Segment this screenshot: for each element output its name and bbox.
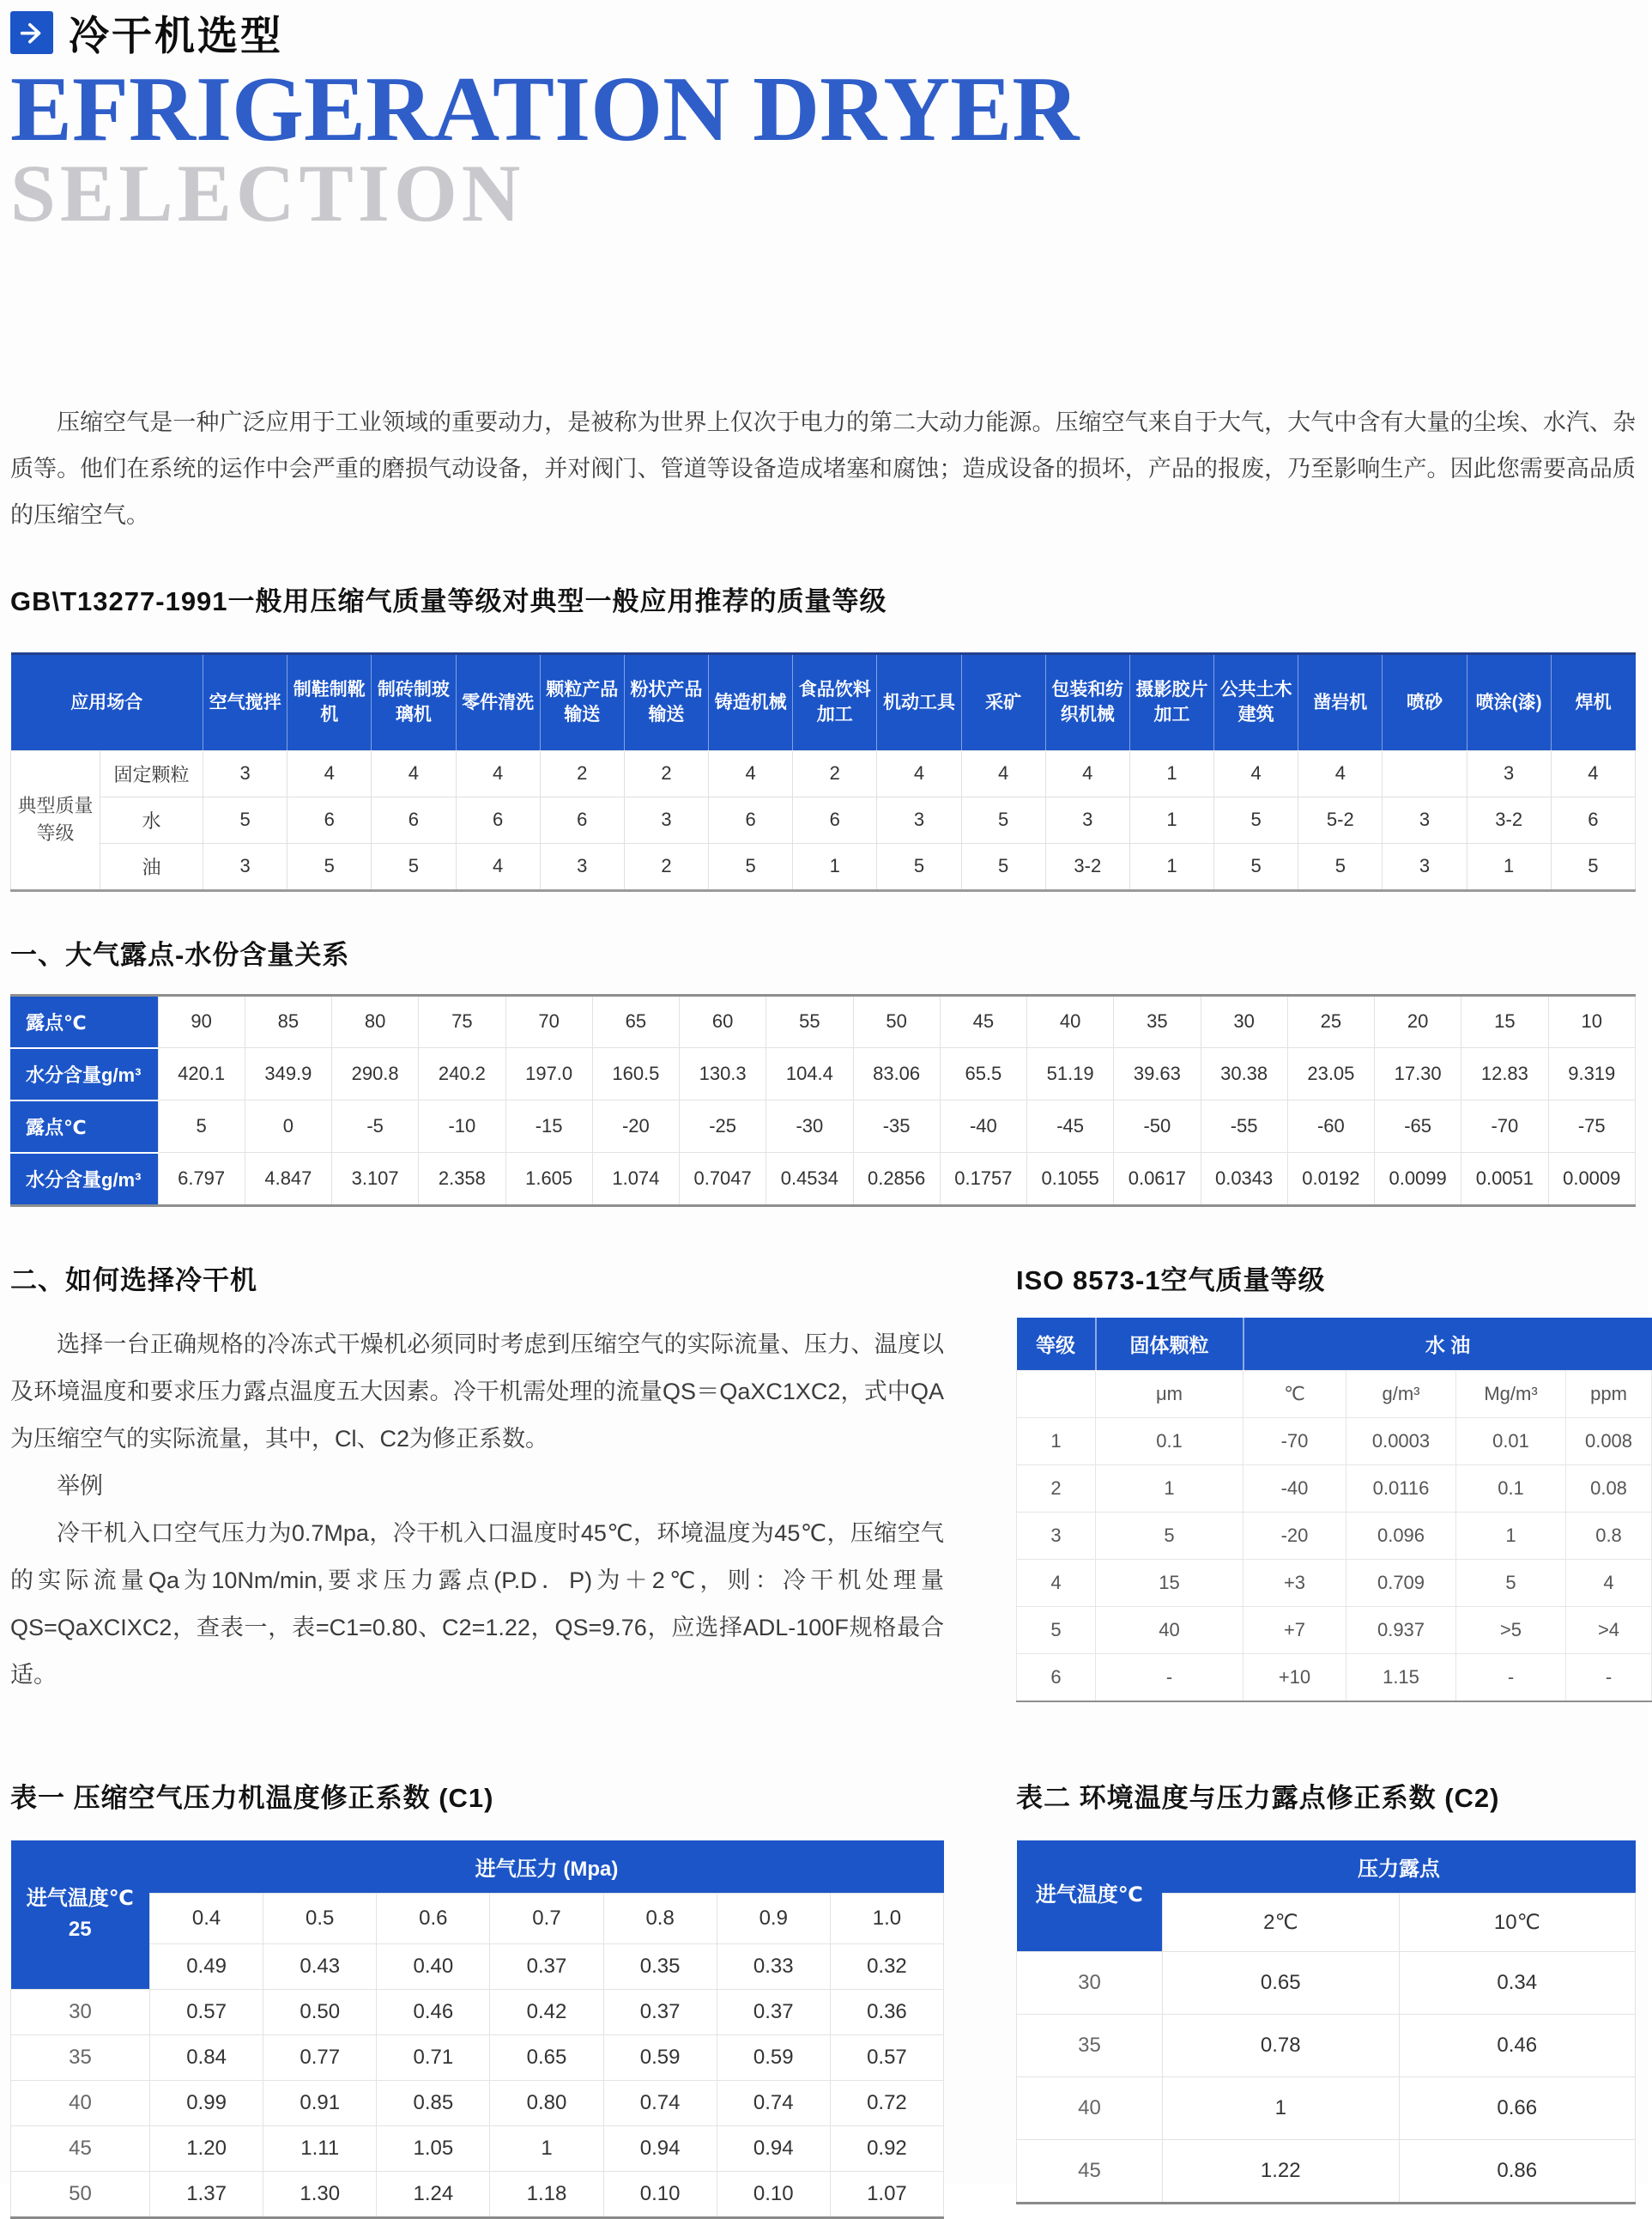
gb-application-header: 空气搅拌 bbox=[203, 653, 287, 750]
dew-value-cell: 0.4534 bbox=[766, 1153, 853, 1206]
dew-value-cell: 0.0099 bbox=[1375, 1153, 1461, 1206]
iso-value-cell: 0.01 bbox=[1456, 1417, 1566, 1464]
c1-factor-cell: 1.20 bbox=[150, 2125, 263, 2171]
c1-factor-cell: 0.80 bbox=[490, 2080, 603, 2125]
c2-correction-table bbox=[1016, 1840, 1636, 2204]
intro-paragraph: 压缩空气是一种广泛应用于工业领域的重要动力，是被称为世界上仅次于电力的第二大动力能源。压缩空气来自于大气，大气中含有大量的尘埃、水汽、杂质等。他们在系统的运作中会严重的磨损气动设备，并对阀门、管道等设备造成堵塞和腐蚀；造成设备的损坏，产品的报废，乃至影响生产。因此您需要高品质的压缩空气。 bbox=[10, 409, 1636, 528]
iso-value-cell: 1.15 bbox=[1346, 1653, 1456, 1701]
gb-row-label: 油 bbox=[100, 843, 203, 890]
iso-column bbox=[961, 1258, 1652, 1702]
iso-value-cell: 0.1 bbox=[1456, 1464, 1566, 1512]
gb-grade-cell: 4 bbox=[287, 750, 372, 797]
iso-value-cell: 40 bbox=[1096, 1606, 1244, 1653]
c1-factor-cell: 0.32 bbox=[830, 1943, 943, 1989]
gb-grade-cell: 5 bbox=[1214, 797, 1298, 843]
c1-factor-cell: 1.05 bbox=[377, 2125, 490, 2171]
selection-section-title: 二、如何选择冷干机 bbox=[10, 1264, 257, 1295]
gb-grade-cell: 4 bbox=[961, 750, 1045, 797]
c1-pressure-cell: 0.9 bbox=[717, 1893, 830, 1943]
dew-value-cell: -10 bbox=[419, 1100, 505, 1153]
dew-row-label: 露点℃ bbox=[10, 995, 158, 1048]
dew-value-cell: 80 bbox=[332, 995, 419, 1048]
gb-grade-cell: 3 bbox=[540, 843, 624, 890]
iso-value-cell: +3 bbox=[1244, 1559, 1346, 1606]
dew-value-cell: -55 bbox=[1201, 1100, 1287, 1153]
iso-value-cell: 0.937 bbox=[1346, 1606, 1456, 1653]
dew-value-cell: 0.1757 bbox=[940, 1153, 1026, 1206]
dew-value-cell: 4.847 bbox=[245, 1153, 331, 1206]
iso-value-cell: >5 bbox=[1456, 1606, 1566, 1653]
c1-factor-cell: 0.85 bbox=[377, 2080, 490, 2125]
dew-value-cell: 0.0617 bbox=[1114, 1153, 1201, 1206]
c2-temp-label: 45 bbox=[1017, 2139, 1163, 2203]
dew-row-label: 露点℃ bbox=[10, 1100, 158, 1153]
dew-value-cell: 0.0192 bbox=[1287, 1153, 1374, 1206]
c2-temp-label: 35 bbox=[1017, 2014, 1163, 2077]
c1-factor-cell: 0.37 bbox=[603, 1989, 717, 2034]
c1-temp-label: 30 bbox=[11, 1989, 150, 2034]
c1-factor-cell: 0.59 bbox=[717, 2034, 830, 2080]
dew-value-cell: -45 bbox=[1027, 1100, 1114, 1153]
gb-grade-cell: 6 bbox=[1551, 797, 1635, 843]
gb-application-header: 制鞋制靴机 bbox=[287, 653, 372, 750]
iso-value-cell: 0.709 bbox=[1346, 1559, 1456, 1606]
dew-value-cell: -20 bbox=[592, 1100, 679, 1153]
c1-factor-cell: 0.77 bbox=[263, 2034, 377, 2080]
c2-factor-cell: 0.78 bbox=[1163, 2014, 1400, 2077]
c1-factor-cell: 0.91 bbox=[263, 2080, 377, 2125]
gb-application-header: 摄影胶片加工 bbox=[1129, 653, 1213, 750]
gb-grade-cell: 3 bbox=[624, 797, 708, 843]
c1-inlet-temp-header bbox=[11, 1840, 150, 1990]
iso-table-title: ISO 8573-1空气质量等级 bbox=[1016, 1264, 1326, 1295]
dew-value-cell: -60 bbox=[1287, 1100, 1374, 1153]
gb-grade-cell: 1 bbox=[1129, 843, 1213, 890]
iso-value-cell: 0.1 bbox=[1096, 1417, 1244, 1464]
gb-corner-header: 应用场合 bbox=[11, 653, 203, 750]
gb-grade-cell: 3 bbox=[1383, 843, 1467, 890]
dew-value-cell: 12.83 bbox=[1461, 1048, 1548, 1100]
dew-value-cell: 70 bbox=[505, 995, 592, 1048]
gb-grade-cell: 5 bbox=[203, 797, 287, 843]
page-subtitle-english: SELECTION bbox=[10, 148, 525, 239]
dew-value-cell: 0.0343 bbox=[1201, 1153, 1287, 1206]
example-paragraph: 冷干机入口空气压力为0.7Mpa，冷干机入口温度时45℃，环境温度为45℃，压缩空气的实际流量Qa为10Nm/min,要求压力露点(P.D．P)为＋2℃，则：冷干机处理量QS=QaXCIXC2，查表一，表=C1=0.80、C2=1.22，QS=9.76，应选择ADL-100F规格最合适。 bbox=[10, 1519, 944, 1689]
iso-water-oil-header: 水 油 bbox=[1244, 1318, 1652, 1371]
iso-value-cell: 0.096 bbox=[1346, 1512, 1456, 1559]
gb-application-header: 零件清洗 bbox=[456, 653, 540, 750]
iso-unit-cell: Mg/m³ bbox=[1456, 1370, 1566, 1417]
c1-pressure-cell: 0.7 bbox=[490, 1893, 603, 1943]
gb-grade-cell: 3 bbox=[1467, 750, 1551, 797]
dew-value-cell: 5 bbox=[158, 1100, 245, 1153]
gb-application-header: 食品饮料加工 bbox=[793, 653, 877, 750]
gb-grade-cell: 3-2 bbox=[1045, 843, 1129, 890]
gb-grade-cell: 2 bbox=[540, 750, 624, 797]
gb-grade-cell: 4 bbox=[456, 843, 540, 890]
gb-application-header: 采矿 bbox=[961, 653, 1045, 750]
gb-grade-cell: 2 bbox=[793, 750, 877, 797]
dew-value-cell: 349.9 bbox=[245, 1048, 331, 1100]
gb-grade-cell: 4 bbox=[709, 750, 793, 797]
dew-value-cell: -40 bbox=[940, 1100, 1026, 1153]
dew-value-cell: 160.5 bbox=[592, 1048, 679, 1100]
dew-value-cell: 6.797 bbox=[158, 1153, 245, 1206]
iso-value-cell: 1 bbox=[1096, 1464, 1244, 1512]
gb-grade-cell: 4 bbox=[456, 750, 540, 797]
c1-factor-cell: 1.24 bbox=[377, 2171, 490, 2217]
gb-grade-cell: 3-2 bbox=[1467, 797, 1551, 843]
c2-inlet-temp-header: 进气温度℃ bbox=[1017, 1840, 1163, 1952]
gb-grade-cell: 1 bbox=[1129, 750, 1213, 797]
page-header bbox=[10, 9, 1636, 57]
iso-value-cell: 0.0003 bbox=[1346, 1417, 1456, 1464]
c1-factor-cell: 1.30 bbox=[263, 2171, 377, 2217]
gb-grade-cell: 5 bbox=[1214, 843, 1298, 890]
gb-grade-cell: 4 bbox=[1551, 750, 1635, 797]
c1-factor-cell: 0.84 bbox=[150, 2034, 263, 2080]
iso-grade-cell: 6 bbox=[1017, 1653, 1096, 1701]
c1-factor-cell: 0.99 bbox=[150, 2080, 263, 2125]
gb-grade-cell: 6 bbox=[287, 797, 372, 843]
gb-grade-cell: 1 bbox=[1129, 797, 1213, 843]
gb-grade-cell: 4 bbox=[1045, 750, 1129, 797]
gb-row-label: 固定颗粒 bbox=[100, 750, 203, 797]
dew-value-cell: 290.8 bbox=[332, 1048, 419, 1100]
c1-factor-cell: 1.18 bbox=[490, 2171, 603, 2217]
dew-value-cell: 0.1055 bbox=[1027, 1153, 1114, 1206]
dew-value-cell: 83.06 bbox=[853, 1048, 940, 1100]
gb-grade-cell: 3 bbox=[1045, 797, 1129, 843]
example-label: 举例 bbox=[57, 1472, 103, 1499]
c2-factor-cell: 1.22 bbox=[1163, 2139, 1400, 2203]
gb-quality-table bbox=[10, 652, 1636, 892]
dew-value-cell: -15 bbox=[505, 1100, 592, 1153]
c2-factor-cell: 0.86 bbox=[1399, 2139, 1636, 2203]
gb-grade-cell: 1 bbox=[793, 843, 877, 890]
page-title-english: EFRIGERATION DRYER bbox=[10, 58, 1080, 161]
gb-application-header: 喷砂 bbox=[1383, 653, 1467, 750]
dew-value-cell: 65.5 bbox=[940, 1048, 1026, 1100]
iso-value-cell: - bbox=[1096, 1653, 1244, 1701]
iso-grade-cell: 4 bbox=[1017, 1559, 1096, 1606]
iso-value-cell: +10 bbox=[1244, 1653, 1346, 1701]
iso-unit-cell: μm bbox=[1096, 1370, 1244, 1417]
c1-pressure-cell: 0.4 bbox=[150, 1893, 263, 1943]
gb-grade-cell: 6 bbox=[372, 797, 456, 843]
iso-value-cell: >4 bbox=[1566, 1606, 1652, 1653]
dew-value-cell: -70 bbox=[1461, 1100, 1548, 1153]
c2-factor-cell: 0.65 bbox=[1163, 1951, 1400, 2014]
dew-value-cell: 39.63 bbox=[1114, 1048, 1201, 1100]
gb-grade-cell: 4 bbox=[1298, 750, 1383, 797]
gb-grade-cell: 4 bbox=[1214, 750, 1298, 797]
middle-columns bbox=[10, 1258, 1636, 1702]
dew-value-cell: 15 bbox=[1461, 995, 1548, 1048]
c1-factor-cell: 0.94 bbox=[603, 2125, 717, 2171]
dew-row-label: 水分含量g/m³ bbox=[10, 1048, 158, 1100]
c2-factor-cell: 0.46 bbox=[1399, 2014, 1636, 2077]
iso-grade-header: 等级 bbox=[1017, 1318, 1096, 1371]
iso-particles-header: 固体颗粒 bbox=[1096, 1318, 1244, 1371]
iso-value-cell: -20 bbox=[1244, 1512, 1346, 1559]
iso-quality-table bbox=[1016, 1318, 1652, 1702]
gb-application-header: 焊机 bbox=[1551, 653, 1635, 750]
dew-value-cell: 104.4 bbox=[766, 1048, 853, 1100]
iso-grade-cell: 5 bbox=[1017, 1606, 1096, 1653]
dew-value-cell: 65 bbox=[592, 995, 679, 1048]
dew-value-cell: 240.2 bbox=[419, 1048, 505, 1100]
dew-value-cell: 23.05 bbox=[1287, 1048, 1374, 1100]
c1-factor-cell: 0.37 bbox=[490, 1943, 603, 1989]
dew-value-cell: -75 bbox=[1548, 1100, 1636, 1153]
iso-value-cell: 1 bbox=[1456, 1512, 1566, 1559]
dew-value-cell: 1.605 bbox=[505, 1153, 592, 1206]
c1-factor-cell: 0.46 bbox=[377, 1989, 490, 2034]
gb-application-header: 粉状产品输送 bbox=[624, 653, 708, 750]
gb-application-header: 公共土木建筑 bbox=[1214, 653, 1298, 750]
dew-value-cell: 85 bbox=[245, 995, 331, 1048]
c1-pressure-cell: 0.6 bbox=[377, 1893, 490, 1943]
dew-value-cell: -65 bbox=[1375, 1100, 1461, 1153]
dew-value-cell: 60 bbox=[680, 995, 766, 1048]
c1-temp-label: 35 bbox=[11, 2034, 150, 2080]
dew-value-cell: 20 bbox=[1375, 995, 1461, 1048]
c1-factor-cell: 1.37 bbox=[150, 2171, 263, 2217]
gb-grade-cell bbox=[1383, 750, 1467, 797]
iso-unit-cell: ppm bbox=[1566, 1370, 1652, 1417]
c2-dew-point-cell: 10℃ bbox=[1399, 1893, 1636, 1951]
c1-factor-cell: 0.43 bbox=[263, 1943, 377, 1989]
gb-grade-cell: 2 bbox=[624, 750, 708, 797]
c1-factor-cell: 0.49 bbox=[150, 1943, 263, 1989]
iso-unit-cell: g/m³ bbox=[1346, 1370, 1456, 1417]
c1-factor-cell: 1 bbox=[490, 2125, 603, 2171]
gb-application-header: 制砖制玻璃机 bbox=[372, 653, 456, 750]
c2-factor-cell: 1 bbox=[1163, 2077, 1400, 2139]
c1-factor-cell: 0.33 bbox=[717, 1943, 830, 1989]
c1-factor-cell: 0.74 bbox=[603, 2080, 717, 2125]
gb-grade-cell: 5-2 bbox=[1298, 797, 1383, 843]
gb-grade-cell: 3 bbox=[203, 843, 287, 890]
gb-grade-cell: 2 bbox=[624, 843, 708, 890]
c2-factor-cell: 0.34 bbox=[1399, 1951, 1636, 2014]
selection-paragraph: 选择一台正确规格的冷冻式干燥机必须同时考虑到压缩空气的实际流量、压力、温度以及环境温度和要求压力露点温度五大因素。冷干机需处理的流量QS＝QaXC1XC2，式中QA为压缩空气的实际流量，其中，Cl、C2为修正系数。 bbox=[10, 1331, 944, 1452]
dew-value-cell: 3.107 bbox=[332, 1153, 419, 1206]
dew-value-cell: 1.074 bbox=[592, 1153, 679, 1206]
c1-temp-label: 50 bbox=[11, 2171, 150, 2217]
dew-point-table bbox=[10, 994, 1636, 1207]
dew-value-cell: 420.1 bbox=[158, 1048, 245, 1100]
c1-factor-cell: 0.92 bbox=[830, 2125, 943, 2171]
c1-temp-label: 40 bbox=[11, 2080, 150, 2125]
gb-grade-cell: 4 bbox=[877, 750, 961, 797]
dew-value-cell: 25 bbox=[1287, 995, 1374, 1048]
gb-grade-cell: 6 bbox=[793, 797, 877, 843]
dew-value-cell: 0 bbox=[245, 1100, 331, 1153]
page-title: 冷干机选型 bbox=[69, 12, 283, 58]
c1-factor-cell: 0.57 bbox=[830, 2034, 943, 2080]
dew-value-cell: 50 bbox=[853, 995, 940, 1048]
iso-unit-cell bbox=[1017, 1370, 1096, 1417]
c1-factor-cell: 1.11 bbox=[263, 2125, 377, 2171]
iso-value-cell: 15 bbox=[1096, 1559, 1244, 1606]
c1-pressure-cell: 1.0 bbox=[830, 1893, 943, 1943]
iso-unit-cell: ℃ bbox=[1244, 1370, 1346, 1417]
gb-application-header: 喷涂(漆) bbox=[1467, 653, 1551, 750]
gb-grade-cell: 3 bbox=[1383, 797, 1467, 843]
gb-grade-cell: 6 bbox=[456, 797, 540, 843]
iso-value-cell: 4 bbox=[1566, 1559, 1652, 1606]
bottom-columns bbox=[10, 1776, 1636, 2219]
dew-value-cell: 30 bbox=[1201, 995, 1287, 1048]
iso-grade-cell: 3 bbox=[1017, 1512, 1096, 1559]
dew-value-cell: 10 bbox=[1548, 995, 1636, 1048]
c1-temp-label: 45 bbox=[11, 2125, 150, 2171]
c1-table-title: 表一 压缩空气压力机温度修正系数 (C1) bbox=[10, 1782, 494, 1813]
gb-grade-cell: 4 bbox=[372, 750, 456, 797]
c1-factor-cell: 0.35 bbox=[603, 1943, 717, 1989]
iso-value-cell: 5 bbox=[1096, 1512, 1244, 1559]
iso-value-cell: -40 bbox=[1244, 1464, 1346, 1512]
iso-grade-cell: 1 bbox=[1017, 1417, 1096, 1464]
gb-grade-cell: 3 bbox=[877, 797, 961, 843]
arrow-right-icon bbox=[10, 11, 53, 54]
dew-value-cell: 55 bbox=[766, 995, 853, 1048]
iso-value-cell: 0.008 bbox=[1566, 1417, 1652, 1464]
c1-factor-cell: 0.57 bbox=[150, 1989, 263, 2034]
selection-guide-column bbox=[10, 1258, 961, 1700]
c1-factor-cell: 0.10 bbox=[603, 2171, 717, 2217]
iso-value-cell: +7 bbox=[1244, 1606, 1346, 1653]
c1-factor-cell: 0.71 bbox=[377, 2034, 490, 2080]
dew-value-cell: 197.0 bbox=[505, 1048, 592, 1100]
gb-grade-cell: 5 bbox=[961, 843, 1045, 890]
c1-factor-cell: 0.65 bbox=[490, 2034, 603, 2080]
c1-column bbox=[10, 1776, 961, 2219]
iso-value-cell: - bbox=[1456, 1653, 1566, 1701]
iso-value-cell: 5 bbox=[1456, 1559, 1566, 1606]
iso-value-cell: 0.0116 bbox=[1346, 1464, 1456, 1512]
gb-application-header: 机动工具 bbox=[877, 653, 961, 750]
dew-value-cell: 0.2856 bbox=[853, 1153, 940, 1206]
iso-value-cell: 0.08 bbox=[1566, 1464, 1652, 1512]
dew-value-cell: 0.0051 bbox=[1461, 1153, 1548, 1206]
dew-value-cell: -50 bbox=[1114, 1100, 1201, 1153]
iso-grade-cell: 2 bbox=[1017, 1464, 1096, 1512]
c2-dew-point-header: 压力露点 bbox=[1163, 1840, 1636, 1894]
c2-table-title: 表二 环境温度与压力露点修正系数 (C2) bbox=[1016, 1782, 1500, 1813]
gb-application-header: 包装和纺织机械 bbox=[1045, 653, 1129, 750]
c1-factor-cell: 0.40 bbox=[377, 1943, 490, 1989]
dew-value-cell: 35 bbox=[1114, 995, 1201, 1048]
iso-value-cell: 0.8 bbox=[1566, 1512, 1652, 1559]
gb-grade-cell: 5 bbox=[1298, 843, 1383, 890]
c2-factor-cell: 0.66 bbox=[1399, 2077, 1636, 2139]
gb-grade-cell: 6 bbox=[709, 797, 793, 843]
c1-inlet-temp-base-value: 25 bbox=[68, 1918, 92, 1942]
dew-value-cell: 45 bbox=[940, 995, 1026, 1048]
c2-temp-label: 40 bbox=[1017, 2077, 1163, 2139]
c1-correction-table bbox=[10, 1840, 944, 2219]
c2-temp-label: 30 bbox=[1017, 1951, 1163, 2014]
dew-value-cell: 90 bbox=[158, 995, 245, 1048]
dew-value-cell: -30 bbox=[766, 1100, 853, 1153]
dew-value-cell: 75 bbox=[419, 995, 505, 1048]
gb-application-header: 铸造机械 bbox=[709, 653, 793, 750]
gb-row-label: 水 bbox=[100, 797, 203, 843]
c1-factor-cell: 0.94 bbox=[717, 2125, 830, 2171]
c2-column bbox=[961, 1776, 1636, 2204]
c1-factor-cell: 0.72 bbox=[830, 2080, 943, 2125]
dew-value-cell: 130.3 bbox=[680, 1048, 766, 1100]
c1-factor-cell: 0.37 bbox=[717, 1989, 830, 2034]
dew-value-cell: 9.319 bbox=[1548, 1048, 1636, 1100]
dew-value-cell: 0.0009 bbox=[1548, 1153, 1636, 1206]
dew-value-cell: -25 bbox=[680, 1100, 766, 1153]
dew-value-cell: 2.358 bbox=[419, 1153, 505, 1206]
c2-dew-point-cell: 2℃ bbox=[1163, 1893, 1400, 1951]
dew-value-cell: 0.7047 bbox=[680, 1153, 766, 1206]
gb-application-header: 颗粒产品输送 bbox=[540, 653, 624, 750]
c1-factor-cell: 0.42 bbox=[490, 1989, 603, 2034]
dew-value-cell: -35 bbox=[853, 1100, 940, 1153]
c1-factor-cell: 0.74 bbox=[717, 2080, 830, 2125]
dew-value-cell: 40 bbox=[1027, 995, 1114, 1048]
dew-row-label: 水分含量g/m³ bbox=[10, 1153, 158, 1206]
c1-pressure-cell: 0.5 bbox=[263, 1893, 377, 1943]
gb-row-group-label: 典型质量等级 bbox=[11, 750, 100, 890]
gb-grade-cell: 5 bbox=[287, 843, 372, 890]
gb-grade-cell: 5 bbox=[1551, 843, 1635, 890]
dew-section-title: 一、大气露点-水份含量关系 bbox=[10, 939, 350, 970]
gb-grade-cell: 6 bbox=[540, 797, 624, 843]
gb-grade-cell: 5 bbox=[372, 843, 456, 890]
dew-value-cell: 30.38 bbox=[1201, 1048, 1287, 1100]
c1-pressure-cell: 0.8 bbox=[603, 1893, 717, 1943]
c1-inlet-temp-label: 进气温度℃ bbox=[26, 1887, 134, 1911]
iso-value-cell: - bbox=[1566, 1653, 1652, 1701]
gb-grade-cell: 5 bbox=[709, 843, 793, 890]
dew-value-cell: -5 bbox=[332, 1100, 419, 1153]
gb-grade-cell: 5 bbox=[877, 843, 961, 890]
gb-grade-cell: 3 bbox=[203, 750, 287, 797]
c1-factor-cell: 0.59 bbox=[603, 2034, 717, 2080]
c1-factor-cell: 0.36 bbox=[830, 1989, 943, 2034]
gb-application-header: 凿岩机 bbox=[1298, 653, 1383, 750]
iso-value-cell: -70 bbox=[1244, 1417, 1346, 1464]
gb-grade-cell: 1 bbox=[1467, 843, 1551, 890]
c1-factor-cell: 0.50 bbox=[263, 1989, 377, 2034]
gb-table-title: GB\T13277-1991一般用压缩气质量等级对典型一般应用推荐的质量等级 bbox=[10, 585, 887, 616]
dew-value-cell: 51.19 bbox=[1027, 1048, 1114, 1100]
gb-grade-cell: 5 bbox=[961, 797, 1045, 843]
c1-factor-cell: 0.10 bbox=[717, 2171, 830, 2217]
c1-inlet-pressure-header: 进气压力 (Mpa) bbox=[150, 1840, 944, 1894]
dew-value-cell: 17.30 bbox=[1375, 1048, 1461, 1100]
c1-factor-cell: 1.07 bbox=[830, 2171, 943, 2217]
